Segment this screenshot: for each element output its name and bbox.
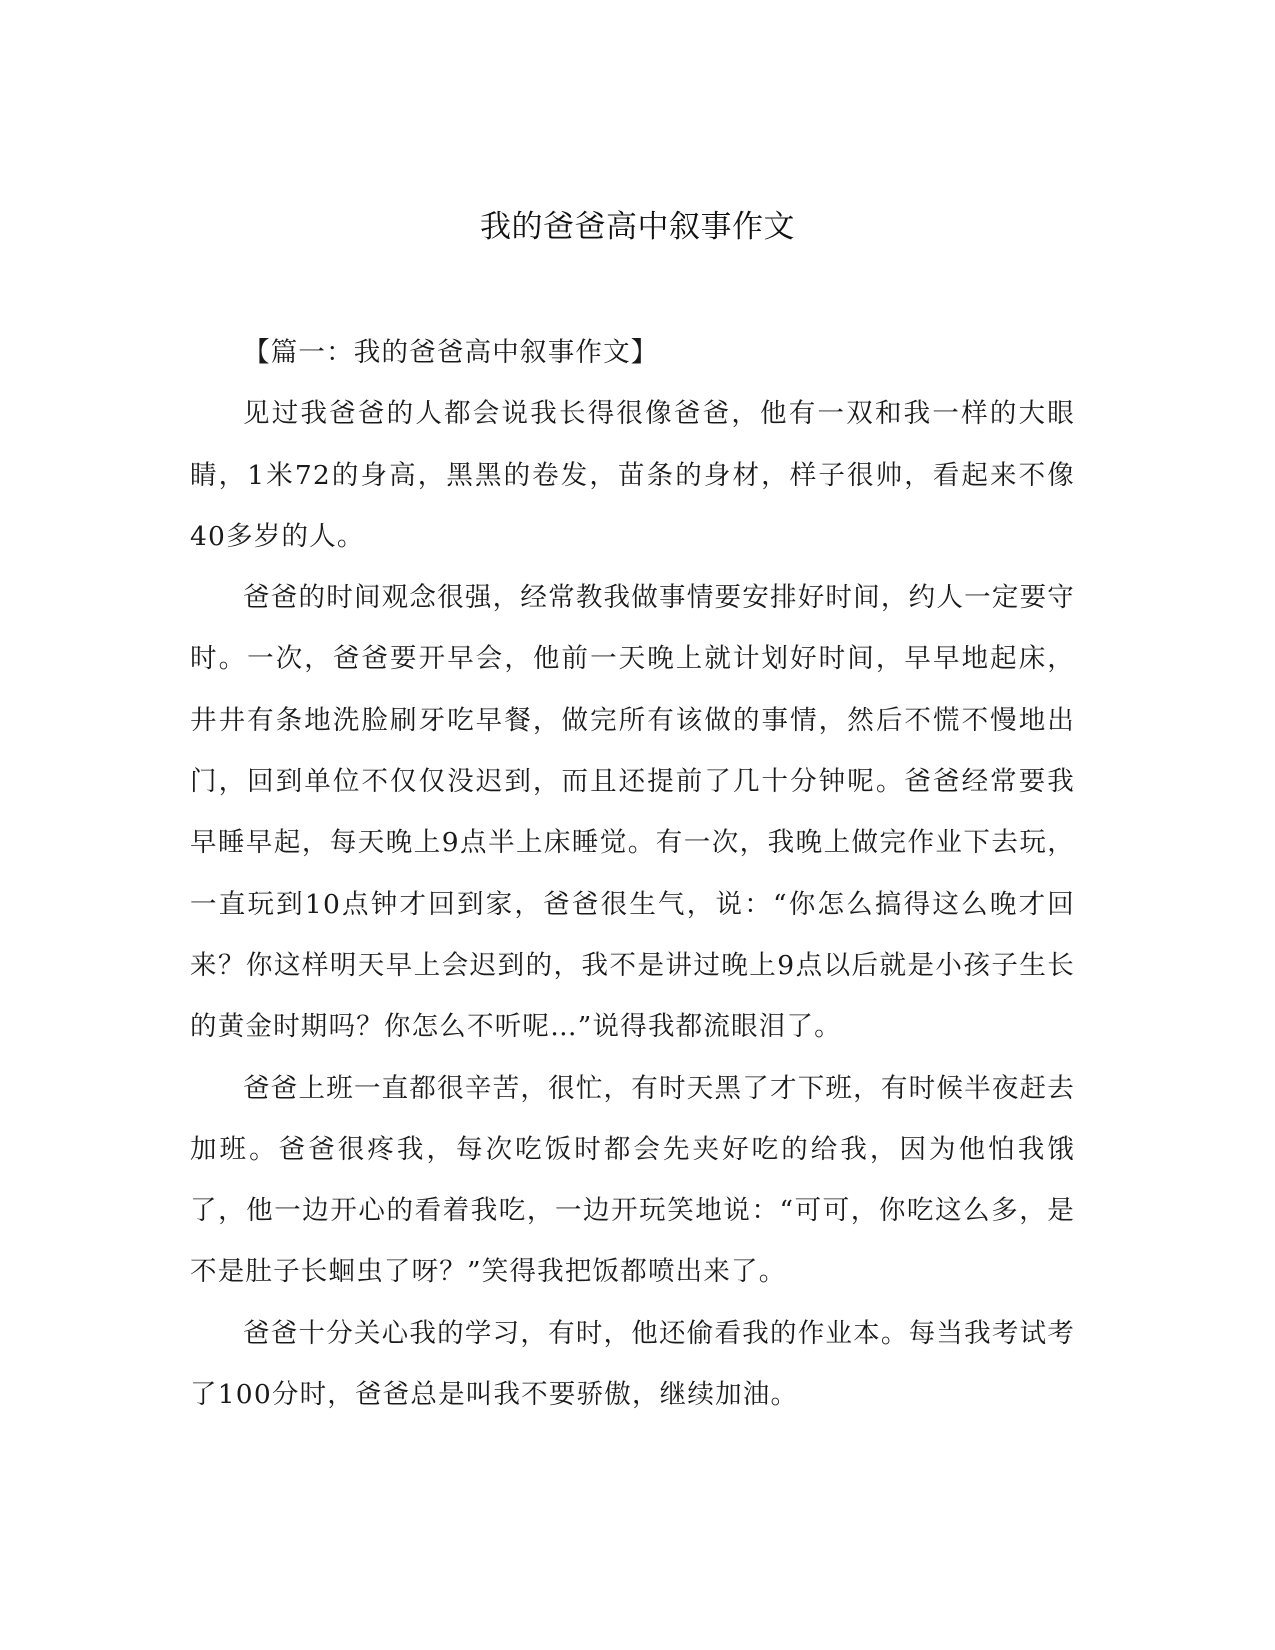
page-title: 我的爸爸高中叙事作文 <box>480 209 795 245</box>
section-heading: 【篇一：我的爸爸高中叙事作文】 <box>243 337 659 368</box>
paragraph-1: 见过我爸爸的人都会说我长得很像爸爸，他有一双和我一样的大眼睛，1米72的身高，黑黑的卷发，苗条的身材，样子很帅，看起来不像40多岁的人。 <box>190 398 1075 552</box>
paragraph-3: 爸爸上班一直都很辛苦，很忙，有时天黑了才下班，有时候半夜赶去加班。爸爸很疼我，每次吃饭时都会先夹好吃的给我，因为他怕我饿了，他一边开心的看着我吃，一边开玩笑地说：“可可，你吃这么多，是不是肚子长蛔虫了呀？”笑得我把饭都喷出来了。 <box>190 1072 1075 1288</box>
essay-body <box>190 322 1075 1425</box>
paragraph-2: 爸爸的时间观念很强，经常教我做事情要安排好时间，约人一定要守时。一次，爸爸要开早会，他前一天晚上就计划好时间，早早地起床，井井有条地洗脸刷牙吃早餐，做完所有该做的事情，然后不慌不慢地出门，回到单位不仅仅没迟到，而且还提前了几十分钟呢。爸爸经常要我早睡早起，每天晚上9点半上床睡觉。有一次，我晚上做完作业下去玩，一直玩到10点钟才回到家，爸爸很生气，说：“你怎么搞得这么晚才回来？你这样明天早上会迟到的，我不是讲过晚上9点以后就是小孩子生长的黄金时期吗？你怎么不听呢…”说得我都流眼泪了。 <box>190 582 1075 1043</box>
paragraph-4: 爸爸十分关心我的学习，有时，他还偷看我的作业本。每当我考试考了100分时，爸爸总是叫我不要骄傲，继续加油。 <box>190 1317 1075 1411</box>
